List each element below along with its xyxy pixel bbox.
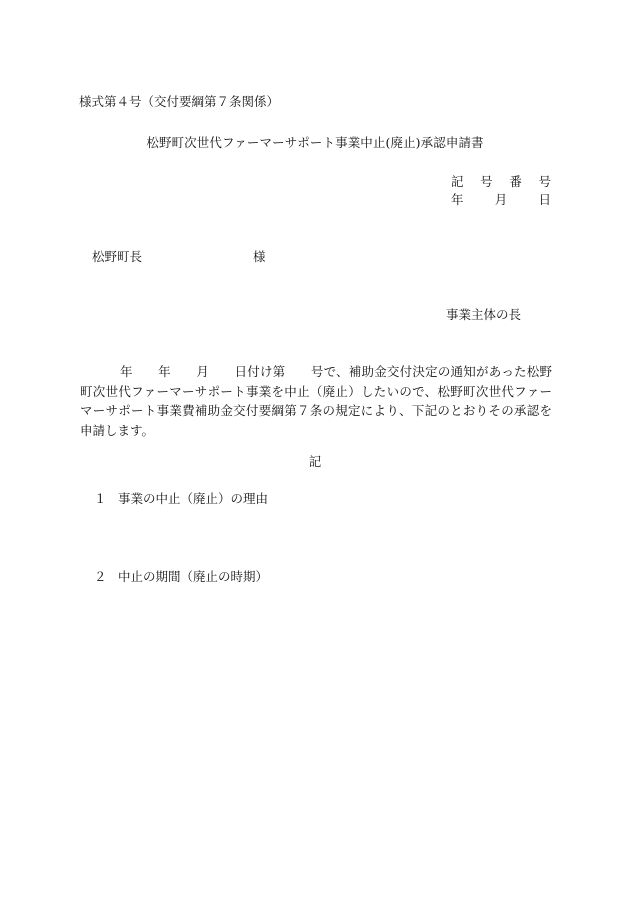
addressee: [92, 251, 272, 264]
list-item-text: 中止の期間（廃止の時期）: [118, 569, 269, 584]
reference-number-char: 号: [538, 174, 551, 189]
applicant-label: 事業主体の長: [446, 307, 522, 322]
reference-number-char: 号: [480, 174, 493, 189]
reference-number-char: 記: [451, 174, 464, 189]
date-year-label: 年: [451, 192, 464, 207]
list-item: [94, 571, 268, 584]
date-row: [451, 194, 551, 207]
ki-heading: 記: [308, 454, 322, 469]
list-item: [94, 493, 268, 506]
application-body-text: 年 年 月 日付け第 号で、補助金交付決定の通知があった松野町次世代ファーマーサポート事業を中止（廃止）したいので、松野町次世代ファーマーサポート事業費補助金交付要綱第７条の規定により、下記のとおりその承認を申請します。: [80, 364, 552, 438]
form-number: 様式第４号（交付要綱第７条関係）: [79, 94, 280, 109]
list-item-number: ２: [94, 569, 107, 584]
reference-number-char: 番: [509, 174, 522, 189]
list-item-text: 事業の中止（廃止）の理由: [118, 491, 269, 506]
addressee-honorific: 様: [253, 249, 266, 264]
list-item-number: １: [94, 491, 107, 506]
date-month-label: 月: [494, 192, 508, 207]
addressee-name: 松野町長: [92, 249, 143, 264]
date-day-label: 日: [538, 192, 551, 207]
reference-number-row: [451, 176, 551, 189]
document-title: 松野町次世代ファーマーサポート事業中止(廃止)承認申請書: [146, 135, 484, 150]
